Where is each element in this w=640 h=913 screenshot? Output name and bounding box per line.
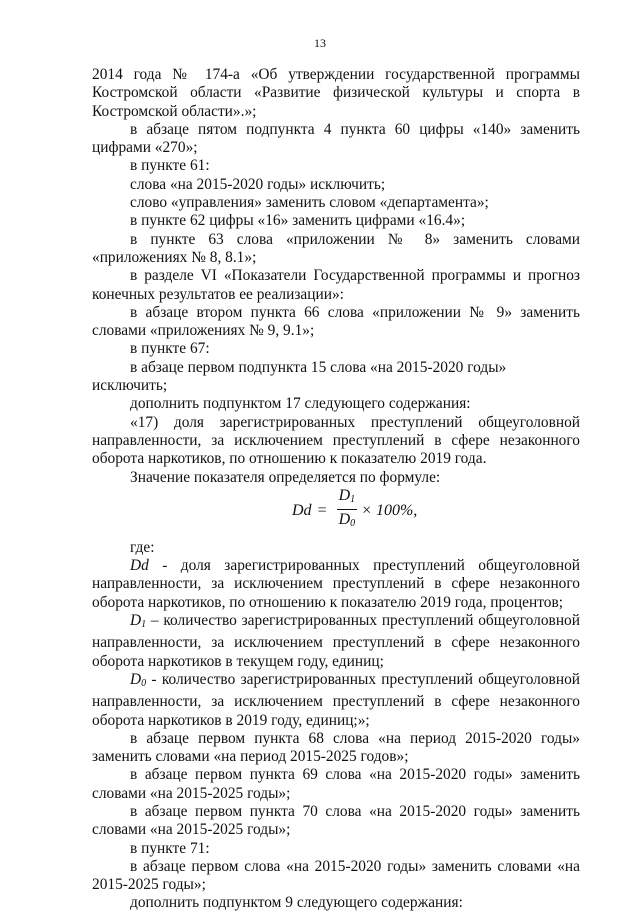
formula-expression — [292, 489, 417, 533]
line-text: словами «на 2015-2025 годы»; — [92, 784, 291, 802]
line-text: Значение показателя определяется по формуле: — [130, 468, 441, 486]
line-text: словами «на 2015-2025 годы»; — [92, 821, 291, 839]
formula — [92, 489, 580, 539]
text-block-upper — [92, 66, 580, 487]
line-text: конечных результатов ее реализации»: — [92, 285, 344, 303]
line-text: оборота наркотиков, по отношению к показателю 2019 года, процентов; — [92, 593, 563, 611]
text-line — [92, 634, 580, 652]
line-text: - доля зарегистрированных преступлений общеуголовной — [148, 557, 580, 575]
text-block-lower — [92, 539, 580, 913]
text-line — [92, 469, 580, 487]
page-number: 13 — [314, 36, 326, 50]
line-text: оборота наркотиков в текущем году, единиц; — [92, 652, 384, 670]
line-text: дополнить подпунктом 9 следующего содержания: — [130, 894, 463, 912]
document-body — [92, 66, 580, 913]
formula-numerator: $D_1$ — [337, 487, 358, 510]
text-line — [92, 557, 580, 575]
text-line — [92, 322, 580, 340]
line-text: «17) доля зарегистрированных преступлений общеуголовной — [130, 413, 580, 431]
line-text: в пункте 71: — [130, 839, 210, 857]
line-text: – количество зарегистрированных преступлений общеуголовной — [146, 612, 580, 630]
text-line — [92, 693, 580, 711]
line-text: в абзаце первом подпункта 15 слова «на 2015-2020 годы» исключить; — [92, 358, 507, 395]
text-line — [92, 139, 580, 157]
text-line — [92, 267, 580, 285]
text-line — [92, 395, 580, 413]
line-text: в пункте 62 цифры «16» заменить цифрами «16.4»; — [130, 212, 466, 230]
text-line — [92, 231, 580, 249]
line-text: где: — [130, 538, 155, 556]
formula-lhs: Dd — [292, 501, 312, 519]
line-text: в пункте 67: — [130, 340, 210, 358]
text-line — [92, 858, 580, 876]
line-text: в пункте 63 слова «приложении № 8» заменить словами — [130, 230, 580, 248]
text-line — [92, 748, 580, 766]
text-line — [92, 730, 580, 748]
text-line — [92, 712, 580, 730]
text-line — [92, 359, 580, 396]
text-line — [92, 821, 580, 839]
line-text: в абзаце первом пункта 69 слова «на 2015-2020 годы» заменить — [130, 766, 580, 784]
text-line — [92, 194, 580, 212]
variable-symbol: Dd — [130, 557, 149, 575]
text-line — [92, 840, 580, 858]
line-text: цифрами «270»; — [92, 139, 198, 157]
line-text: в пункте 61: — [130, 157, 210, 175]
line-text: заменить словами «на период 2015-2025 годов»; — [92, 748, 409, 766]
formula-denominator: $D_0$ — [338, 511, 356, 530]
text-line — [92, 249, 580, 267]
text-line — [92, 876, 580, 894]
text-line — [92, 575, 580, 593]
line-text: в абзаце втором пункта 66 слова «приложении № 9» заменить — [130, 303, 580, 321]
text-line — [92, 103, 580, 121]
line-text: направленности, за исключением преступлений в сфере незаконного — [92, 693, 580, 711]
line-text: направленности, за исключением преступлений в сфере незаконного — [92, 431, 580, 449]
text-line — [92, 212, 580, 230]
text-line — [92, 785, 580, 803]
line-text: 2014 года № 174-а «Об утверждении государственной программы — [92, 66, 580, 83]
line-text: слово «управления» заменить словом «департамента»; — [130, 194, 489, 212]
text-line — [92, 176, 580, 194]
text-line — [92, 66, 580, 84]
text-line — [92, 594, 580, 612]
line-text: в разделе VI «Показатели Государственной программы и прогноз — [130, 267, 580, 285]
text-line — [92, 803, 580, 821]
text-line — [92, 432, 580, 450]
line-text: оборота наркотиков, по отношению к показателю 2019 года. — [92, 450, 487, 468]
line-text: в абзаце пятом подпункта 4 пункта 60 цифры «140» заменить — [130, 120, 580, 138]
line-text: дополнить подпунктом 17 следующего содержания: — [130, 395, 471, 413]
text-line — [92, 766, 580, 784]
text-line — [92, 121, 580, 139]
text-line: $D_1$ – количество зарегистрированных преступлений общеуголовной — [130, 612, 580, 631]
formula-fraction — [337, 487, 358, 534]
formula-equals: = — [317, 501, 327, 519]
formula-rhs: × 100%, — [361, 501, 418, 519]
line-text: направленности, за исключением преступлений в сфере незаконного — [92, 634, 580, 652]
text-line — [92, 340, 580, 358]
text-line — [92, 84, 580, 102]
line-text: в абзаце первом пункта 68 слова «на период 2015-2020 годы» — [130, 729, 580, 747]
text-line — [92, 539, 580, 557]
line-text: Костромской области».»; — [92, 102, 257, 120]
variable-symbol: D — [130, 612, 142, 630]
line-text: в абзаце первом слова «на 2015-2020 годы» заменить словами «на — [130, 857, 580, 875]
text-line — [92, 157, 580, 175]
text-line — [92, 304, 580, 322]
line-text: словами «приложениях № 9, 9.1»; — [92, 322, 315, 340]
line-text: Костромской области «Развитие физической культуры и спорта в — [92, 84, 580, 102]
text-line — [92, 450, 580, 468]
line-text: в абзаце первом пункта 70 слова «на 2015-2020 годы» заменить — [130, 802, 580, 820]
line-text: направленности, за исключением преступлений в сфере незаконного — [92, 575, 580, 593]
line-text: оборота наркотиков в 2019 году, единиц;»; — [92, 711, 370, 729]
text-line — [92, 414, 580, 432]
variable-symbol: D — [130, 670, 142, 688]
line-text: слова «на 2015-2020 годы» исключить; — [130, 175, 386, 193]
text-line — [92, 653, 580, 671]
text-line — [92, 286, 580, 304]
text-line: $D_0$ - количество зарегистрированных преступлений общеуголовной — [130, 670, 580, 689]
line-text: 2015-2025 годы»; — [92, 876, 206, 894]
line-text: - количество зарегистрированных преступлений общеуголовной — [146, 670, 580, 688]
line-text: «приложениях № 8, 8.1»; — [92, 248, 257, 266]
